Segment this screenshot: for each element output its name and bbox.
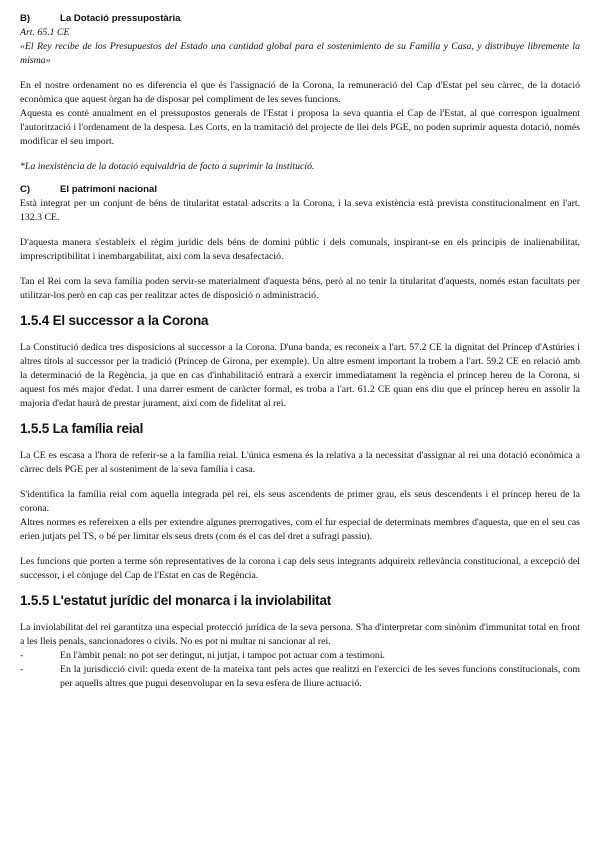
paragraph: Altres normes es refereixen a ells per extendre algunes prerrogatives, com el fur especial de determinats membres d'aquesta, que en el seu cas erien jutjats pel TS, o bé per limitar els seus drets (com és el cas del dret a sufragi passiu). — [20, 517, 580, 542]
section-letter: C) — [20, 184, 31, 195]
heading-legal-status: 1.5.5 L'estatut jurídic del monarca i la inviolabilitat — [20, 593, 332, 608]
bullet-text: En l'àmbit penal: no pot ser detingut, ni jutjat, i tampoc pot actuar com a testimoni. — [60, 650, 385, 661]
constitution-quote: «El Rey recibe de los Presupuestos del Estado una cantidad global para el sostenimiento de su Familia y Casa, y distribuye libremente la misma» — [20, 41, 580, 66]
paragraph: Les funcions que porten a terme són representatives de la corona i cap dels seus integrants adquireix rellevància constitucional, a excepció del successor, i el cònjuge del Cap de l'Estat en cas de Regència. — [20, 556, 580, 581]
bullet-dash: - — [20, 664, 24, 675]
bullet-text: En la jurisdicció civil: queda exent de la mateixa tant pels actes que realitzi en l'exercici de les seves funcions constitucionals, com per aquells altres que pugui desenvolupar en la seva esfera de lliure actuació. — [60, 664, 580, 689]
paragraph: Està integrat per un conjunt de béns de titularitat estatal adscrits a la Corona, i la seva existència està prevista constitucionalment en l'art. 132.3 CE. — [20, 198, 580, 223]
section-heading-b — [20, 12, 580, 26]
paragraph: En el nostre ordenament no es diferencia el que és l'assignació de la Corona, la remuneració del Cap d'Estat pel seu càrrec, de la dotació econòmica que aquest òrgan ha de disposar pel compliment de les seves funcions. — [20, 80, 580, 105]
heading-successor: 1.5.4 El successor a la Corona — [20, 313, 209, 328]
paragraph: S'identifica la família reial com aquella integrada pel rei, els seus ascendents de primer grau, els seus descendents i el príncep hereu de la corona. — [20, 489, 580, 514]
section-heading-c — [20, 183, 580, 197]
paragraph: Tan el Rei com la seva família poden servir-se materialment d'aquesta béns, però al no tenir la titularitat d'aquests, només estan facultats per utilitzar-los però en cap cas per realitzar actes de disposició o administració. — [20, 276, 580, 301]
note: *La inexistència de la dotació equivaldria de facto a suprimir la institució. — [20, 161, 315, 172]
list-item — [20, 649, 580, 663]
paragraph: La Constitució dedica tres disposicions al successor a la Corona. D'una banda, es reconeix a l'art. 57.2 CE la dignitat del Príncep d'Astúries i altres títols al successor per la tradició (Príncep de Girona, per exemple). Un altre esment important la trobem a l'art. 59.2 CE en relació amb la determinació de la Regència, ja que en cas d'inhabilitació entrarà a exercir immediatament la regència el príncep hereu de la Corona, si aquest fos més major d'edat. I una darrer esment de caràcter formal, es troba a l'art. 61.2 CE quan ens diu que el príncep hereu en assolir la majoria d'edat haurà de prestar jurament, així com de fidelitat al rei. — [20, 342, 580, 409]
section-letter: B) — [20, 13, 31, 24]
bullet-dash: - — [20, 650, 24, 661]
paragraph: Aquesta es contè anualment en el pressupostos generals de l'Estat i proposa la seva quantia el Cap de l'Estat, al que correspon igualment l'autorització i l'ordenament de la despesa. Les Corts, en la tramitació del projecte de llei dels PGE, no poden suprimir aquesta dotació, només modificar el seu import. — [20, 108, 580, 147]
paragraph: La inviolabilitat del rei garantitza una especial protecció jurídica de la seva persona. S'ha d'interpretar com sinònim d'immunitat total en front a les lleis penals, sancionadores o civils. No es pot ni multar ni sancionar al rei. — [20, 622, 580, 647]
document-content — [20, 12, 580, 691]
section-title: El patrimoni nacional — [60, 184, 158, 195]
list-item — [20, 663, 580, 691]
article-reference: Art. 65.1 CE — [20, 27, 70, 38]
section-title: La Dotació pressupostària — [60, 13, 181, 24]
paragraph: D'aquesta manera s'estableix el règim jurídic dels béns de domini públic i dels comunals, inspirant-se en els principis de inalienabilitat, imprescriptibilitat i inembargabilitat, així com la seva desafectació. — [20, 237, 580, 262]
paragraph: La CE es escasa a l'hora de referir-se a la família reial. L'única esmena és la relativa a la necessitat d'assignar al rei una dotació econòmica a càrrec dels PGE per al sosteniment de la seva família i casa. — [20, 450, 580, 475]
heading-royal-family: 1.5.5 La família reial — [20, 421, 144, 436]
